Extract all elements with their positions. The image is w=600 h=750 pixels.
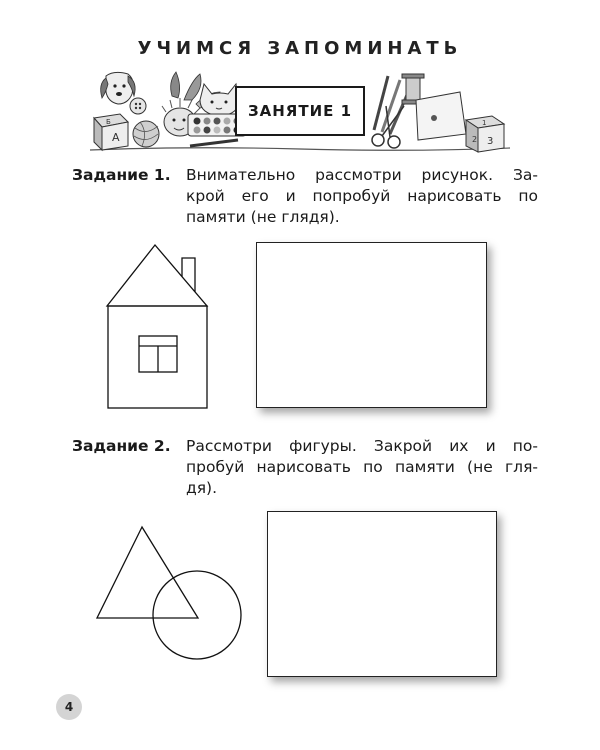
task-1-line: Внимательно рассмотри рисунок. За- xyxy=(186,166,538,184)
task-2-line: Рассмотри фигуры. Закрой их и по- xyxy=(186,437,538,455)
task-2-text xyxy=(186,436,538,499)
yarn-ball-icon xyxy=(133,121,159,147)
task-2-label: Задание 2. xyxy=(72,437,171,455)
svg-text:3: 3 xyxy=(487,136,494,147)
task-2-line: дя). xyxy=(186,479,218,497)
task-1 xyxy=(72,165,540,231)
button-icon xyxy=(130,98,146,114)
task-1-line: крой его и попробуй нарисовать по xyxy=(186,187,538,205)
paper-sheet-icon xyxy=(416,92,466,140)
task-2 xyxy=(72,436,540,502)
triangle-shape xyxy=(97,527,198,618)
svg-text:1: 1 xyxy=(482,119,487,127)
house-figure xyxy=(100,240,220,412)
task-2-line: пробуй нарисовать по памяти (не гля- xyxy=(186,458,538,476)
svg-text:Б: Б xyxy=(106,118,111,126)
task-1-line: памяти (не глядя). xyxy=(186,208,340,226)
pencils-icon xyxy=(374,76,410,134)
svg-text:2: 2 xyxy=(472,135,478,144)
number-cube-icon xyxy=(466,116,504,152)
task-1-label: Задание 1. xyxy=(72,166,171,184)
task-1-text xyxy=(186,165,538,228)
svg-text:А: А xyxy=(112,131,120,144)
page-title: УЧИМСЯ ЗАПОМИНАТЬ xyxy=(137,38,463,59)
drawing-area-2[interactable] xyxy=(267,511,497,677)
letter-cube-icon xyxy=(94,114,128,150)
shapes-figure xyxy=(92,522,248,668)
lesson-label: ЗАНЯТИЕ 1 xyxy=(235,86,365,136)
circle-shape xyxy=(153,571,241,659)
dog-icon xyxy=(101,72,135,104)
page-number: 4 xyxy=(56,694,82,720)
cat-icon xyxy=(200,84,238,116)
paintbrush-icon xyxy=(190,140,238,146)
drawing-area-1[interactable] xyxy=(256,242,487,408)
